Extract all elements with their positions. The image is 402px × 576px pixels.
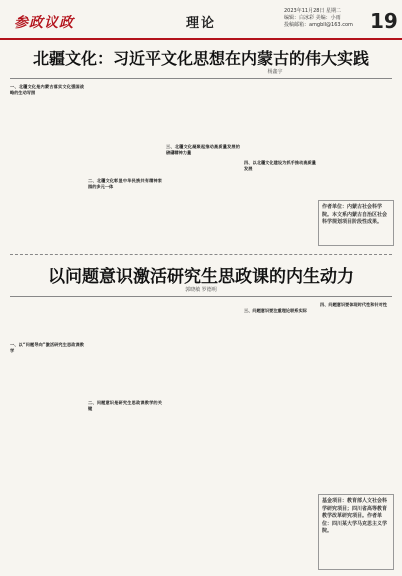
divider (10, 78, 392, 79)
article2-column-2 (88, 300, 162, 570)
article1-title: 北疆文化：习近平文化思想在内蒙古的伟大实践 (32, 49, 369, 68)
issue-editor: 编辑：白冰彩 美编：小雨 (284, 15, 341, 21)
article2-column-5 (320, 300, 392, 490)
fund-note-bottom: 基金项目：教育部人文社会科学研究项目；四川省高等教育教学改革研究项目。作者单位：四川某大学马克思主义学院。 (322, 498, 388, 534)
article1-author: 杨鑫宇 (267, 69, 283, 75)
article1-column-3 (166, 82, 240, 250)
section-title: 理论 (186, 16, 217, 31)
masthead (0, 0, 402, 40)
article2-column-3 (166, 300, 240, 570)
article1-subhead: 二、北疆文化彰显中华民族共有精神家园的多元一体 (88, 178, 162, 190)
fund-note-top: 作者单位：内蒙古社会科学院。本文系内蒙古自治区社会科学规划项目阶段性成果。 (322, 204, 388, 225)
article1-column-1 (10, 82, 84, 250)
section-divider (10, 254, 392, 255)
article2-subhead: 三、问题意识要注重理论联系实际 (244, 308, 307, 313)
issue-meta (284, 8, 372, 29)
article1-column-5 (320, 82, 392, 192)
article1-subhead: 一、北疆文化是内蒙古落实文化强国战略的生动写照 (10, 84, 84, 96)
issue-date: 2023年11月28日 星期二 (284, 8, 342, 14)
page-number: 19 (370, 9, 398, 33)
article2-subhead: 四、问题意识要体现时代性和针对性 (320, 302, 388, 307)
article1-subhead: 四、以北疆文化建设为抓手推动高质量发展 (244, 160, 316, 172)
article1-column-4 (244, 82, 316, 250)
article2-title: 以问题意识激活研究生思政课的内生动力 (48, 267, 354, 287)
article2-author: 郭晓敏 罗德明 (185, 287, 217, 293)
issue-email: 投稿邮箱：amgbll@163.com (284, 22, 353, 28)
article2-subhead: 二、问题意识是研究生思政课教学的关键 (88, 400, 162, 412)
article1-column-2 (88, 82, 162, 250)
article2-column-4 (244, 300, 316, 570)
newspaper-logo: 参政议政 (14, 15, 74, 31)
article1-subhead: 三、北疆文化凝聚起推动高质量发展的磅礴精神力量 (166, 144, 240, 156)
article2-subhead: 一、以“问题导向”激活研究生思政课教学 (10, 342, 84, 354)
article2-column-1 (10, 300, 84, 570)
divider (10, 296, 392, 297)
